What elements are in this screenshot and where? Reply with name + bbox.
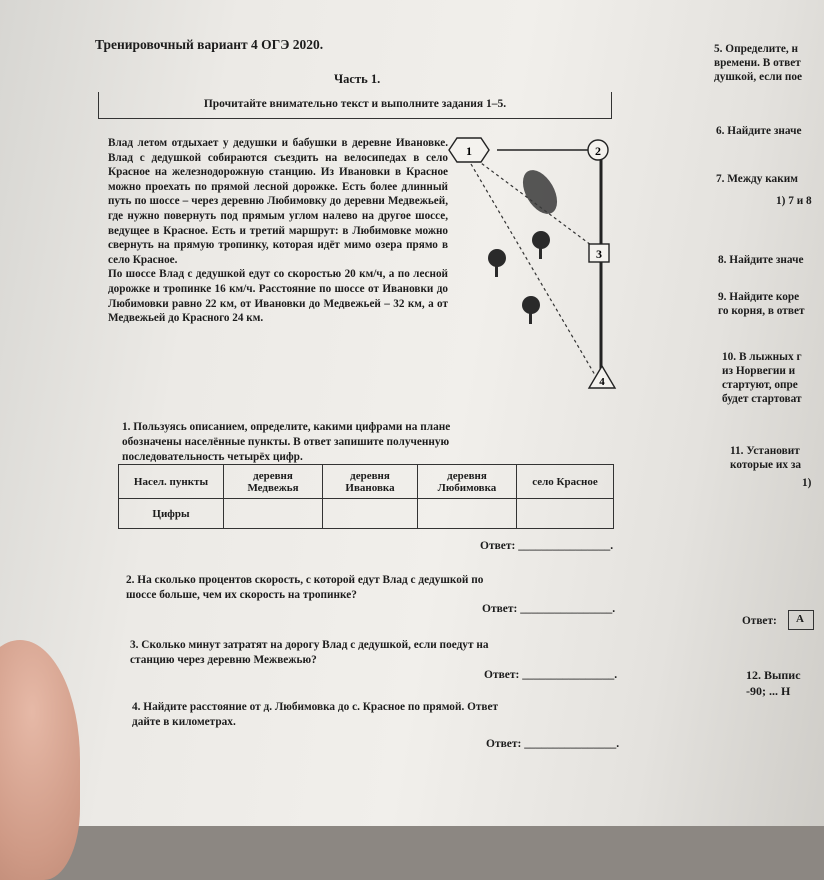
question-1-line-2: обозначены населённые пункты. В ответ запишите полученную	[122, 436, 450, 448]
question-1-line-1: 1. Пользуясь описанием, определите, какими цифрами на плане	[122, 421, 451, 433]
right-q12-line-2: -90; ... Н	[746, 684, 791, 698]
answer-line-3[interactable]: Ответ: ________________.	[484, 669, 618, 681]
question-2-line-1: 2. На сколько процентов скорость, с которой едут Влад с дедушкой по	[126, 574, 484, 586]
answer-table	[118, 464, 614, 529]
question-2-line-2: шоссе больше, чем их скорость на тропинке?	[126, 589, 357, 601]
map-label-3: 3	[596, 247, 602, 261]
right-q7: 7. Между каким	[716, 173, 798, 185]
question-4-line-1: 4. Найдите расстояние от д. Любимовка до с. Красное по прямой. Ответ	[132, 701, 499, 713]
right-q5-line-2: времени. В ответ	[714, 57, 801, 69]
map-label-1: 1	[466, 144, 472, 158]
right-q11-answer-box[interactable]	[788, 610, 814, 630]
right-q11-answer-letter: A	[796, 613, 804, 625]
answer-line-1[interactable]: Ответ: ________________.	[480, 540, 614, 552]
instruction-text: Прочитайте внимательно текст и выполните задания 1–5.	[203, 98, 507, 110]
table-col-lyubimovka: деревня Любимовка	[418, 465, 517, 499]
table-col-krasnoe: село Красное	[517, 465, 614, 499]
story-text	[108, 136, 448, 326]
answer-line-4[interactable]: Ответ: ________________.	[486, 738, 620, 750]
right-q7-option: 1) 7 и 8	[776, 195, 812, 207]
right-q12-line-1: 12. Выпис	[746, 668, 801, 682]
right-q9-line-1: 9. Найдите коре	[718, 291, 800, 303]
answer-line-2[interactable]: Ответ: ________________.	[482, 603, 616, 615]
question-3-line-1: 3. Сколько минут затратят на дорогу Влад с дедушкой, если поедут на	[130, 639, 489, 651]
right-q10-line-2: из Норвегии и	[722, 365, 796, 377]
instruction-box	[98, 92, 612, 119]
question-3-line-2: станцию через деревню Межвежью?	[130, 654, 317, 666]
table-answer-cell[interactable]	[323, 499, 418, 529]
right-q11-line-1: 11. Установит	[730, 445, 800, 457]
table-col-ivanovka: деревня Ивановка	[323, 465, 418, 499]
right-q10-line-1: 10. В лыжных г	[722, 351, 802, 363]
question-4-line-2: дайте в километрах.	[132, 716, 236, 728]
part-title: Часть 1.	[334, 72, 381, 86]
right-q6: 6. Найдите значе	[716, 125, 802, 137]
table-row-label: Насел. пункты	[119, 465, 224, 499]
right-q5-line-1: 5. Определите, н	[714, 43, 799, 55]
page-header: Тренировочный вариант 4 ОГЭ 2020.	[95, 37, 324, 52]
route-map	[445, 130, 625, 400]
table-answer-cell[interactable]	[224, 499, 323, 529]
map-label-2: 2	[595, 144, 601, 158]
right-q11-line-2: которые их за	[730, 459, 802, 471]
right-q11-option: 1)	[802, 477, 812, 489]
story-paragraph-2: По шоссе Влад с дедушкой едут со скоростью 20 км/ч, а по лесной дорожке и тропинке 16 км/ч. Расстояние по шоссе от Ивановки до Любимовки равно 22 км, от Ивановки до Медвежьей – 32 км, а от Медвежьей до Красного 24 км.	[108, 268, 448, 325]
story-paragraph-1: Влад летом отдыхает у дедушки и бабушки в деревне Ивановке. Влад с дедушкой собираются съездить на велосипедах в село Красное на железнодорожную станцию. Из Ивановки в Красное можно проехать по прямой лесной дорожке. Есть более длинный путь по шоссе – через деревню Любимовку до деревни Медвежьей, где нужно повернуть под прямым углом налево на другое шоссе, ведущее в Красное. Есть и третий маршрут: в Любимовке можно свернуть на прямую тропинку, которая идёт мимо озера прямо в село Красное.	[108, 137, 448, 266]
table-answer-cell[interactable]	[517, 499, 614, 529]
right-q8: 8. Найдите значе	[718, 254, 804, 266]
right-q10-line-3: стартуют, опре	[722, 379, 798, 391]
right-q5-line-3: душкой, если пое	[714, 71, 803, 83]
map-label-4: 4	[599, 376, 605, 388]
right-q10-line-4: будет стартоват	[722, 393, 802, 405]
table-col-medvezhya: деревня Медвежья	[224, 465, 323, 499]
right-q11-answer-label: Ответ:	[742, 615, 777, 627]
table-answer-cell[interactable]	[418, 499, 517, 529]
right-q9-line-2: го корня, в ответ	[718, 305, 805, 317]
table-row-label: Цифры	[119, 499, 224, 529]
question-1-line-3: последовательность четырёх цифр.	[122, 451, 303, 463]
